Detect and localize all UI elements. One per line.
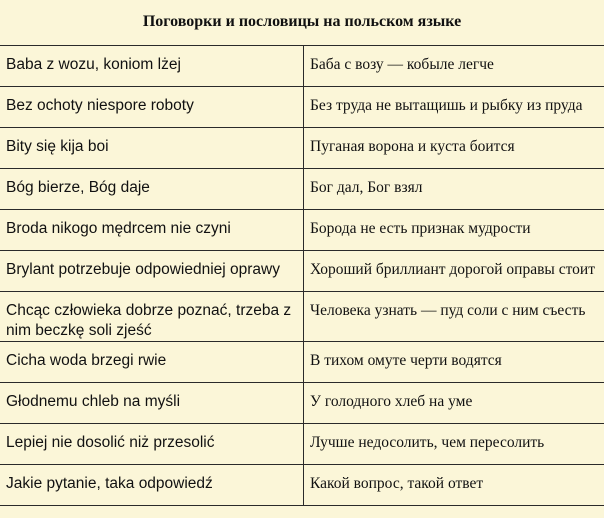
russian-proverb: Бог дал, Бог взял: [304, 169, 604, 210]
polish-proverb: Baba z wozu, koniom lżej: [0, 46, 304, 87]
polish-proverb: Bity się kija boi: [0, 128, 304, 169]
polish-proverb: Głodnemu chleb na myśli: [0, 383, 304, 424]
russian-proverb: Борода не есть признак мудрости: [304, 210, 604, 251]
polish-proverb: Lepiej nie dosolić niż przesolić: [0, 424, 304, 465]
russian-proverb: Пуганая ворона и куста боится: [304, 128, 604, 169]
proverbs-table: [0, 45, 604, 506]
polish-proverb: Cicha woda brzegi rwie: [0, 342, 304, 383]
russian-proverb: В тихом омуте черти водятся: [304, 342, 604, 383]
table-row: [0, 46, 604, 87]
table-row: [0, 87, 604, 128]
polish-proverb: Brylant potrzebuje odpowiedniej oprawy: [0, 251, 304, 292]
russian-proverb: Человека узнать — пуд соли с ним съесть: [304, 292, 604, 342]
table-row: [0, 342, 604, 383]
polish-proverb: Chcąc człowieka dobrze poznać, trzeba z nim beczkę soli zjeść: [0, 292, 304, 342]
polish-proverb: Bez ochoty niespore roboty: [0, 87, 304, 128]
russian-proverb: Баба с возу — кобыле легче: [304, 46, 604, 87]
table-row: [0, 169, 604, 210]
page-title: Поговорки и пословицы на польском языке: [142, 13, 462, 30]
russian-proverb: Лучше недосолить, чем пересолить: [304, 424, 604, 465]
table-row: [0, 210, 604, 251]
russian-proverb: Без труда не вытащишь и рыбку из пруда: [304, 87, 604, 128]
polish-proverb: Broda nikogo mędrcem nie czyni: [0, 210, 304, 251]
table-row: [0, 251, 604, 292]
table-row: [0, 128, 604, 169]
table-row: [0, 292, 604, 342]
table-row: [0, 383, 604, 424]
table-row: [0, 424, 604, 465]
polish-proverb: Jakie pytanie, taka odpowiedź: [0, 465, 304, 506]
russian-proverb: Какой вопрос, такой ответ: [304, 465, 604, 506]
russian-proverb: У голодного хлеб на уме: [304, 383, 604, 424]
table-row: [0, 465, 604, 506]
polish-proverb: Bóg bierze, Bóg daje: [0, 169, 304, 210]
russian-proverb: Хороший бриллиант дорогой оправы стоит: [304, 251, 604, 292]
